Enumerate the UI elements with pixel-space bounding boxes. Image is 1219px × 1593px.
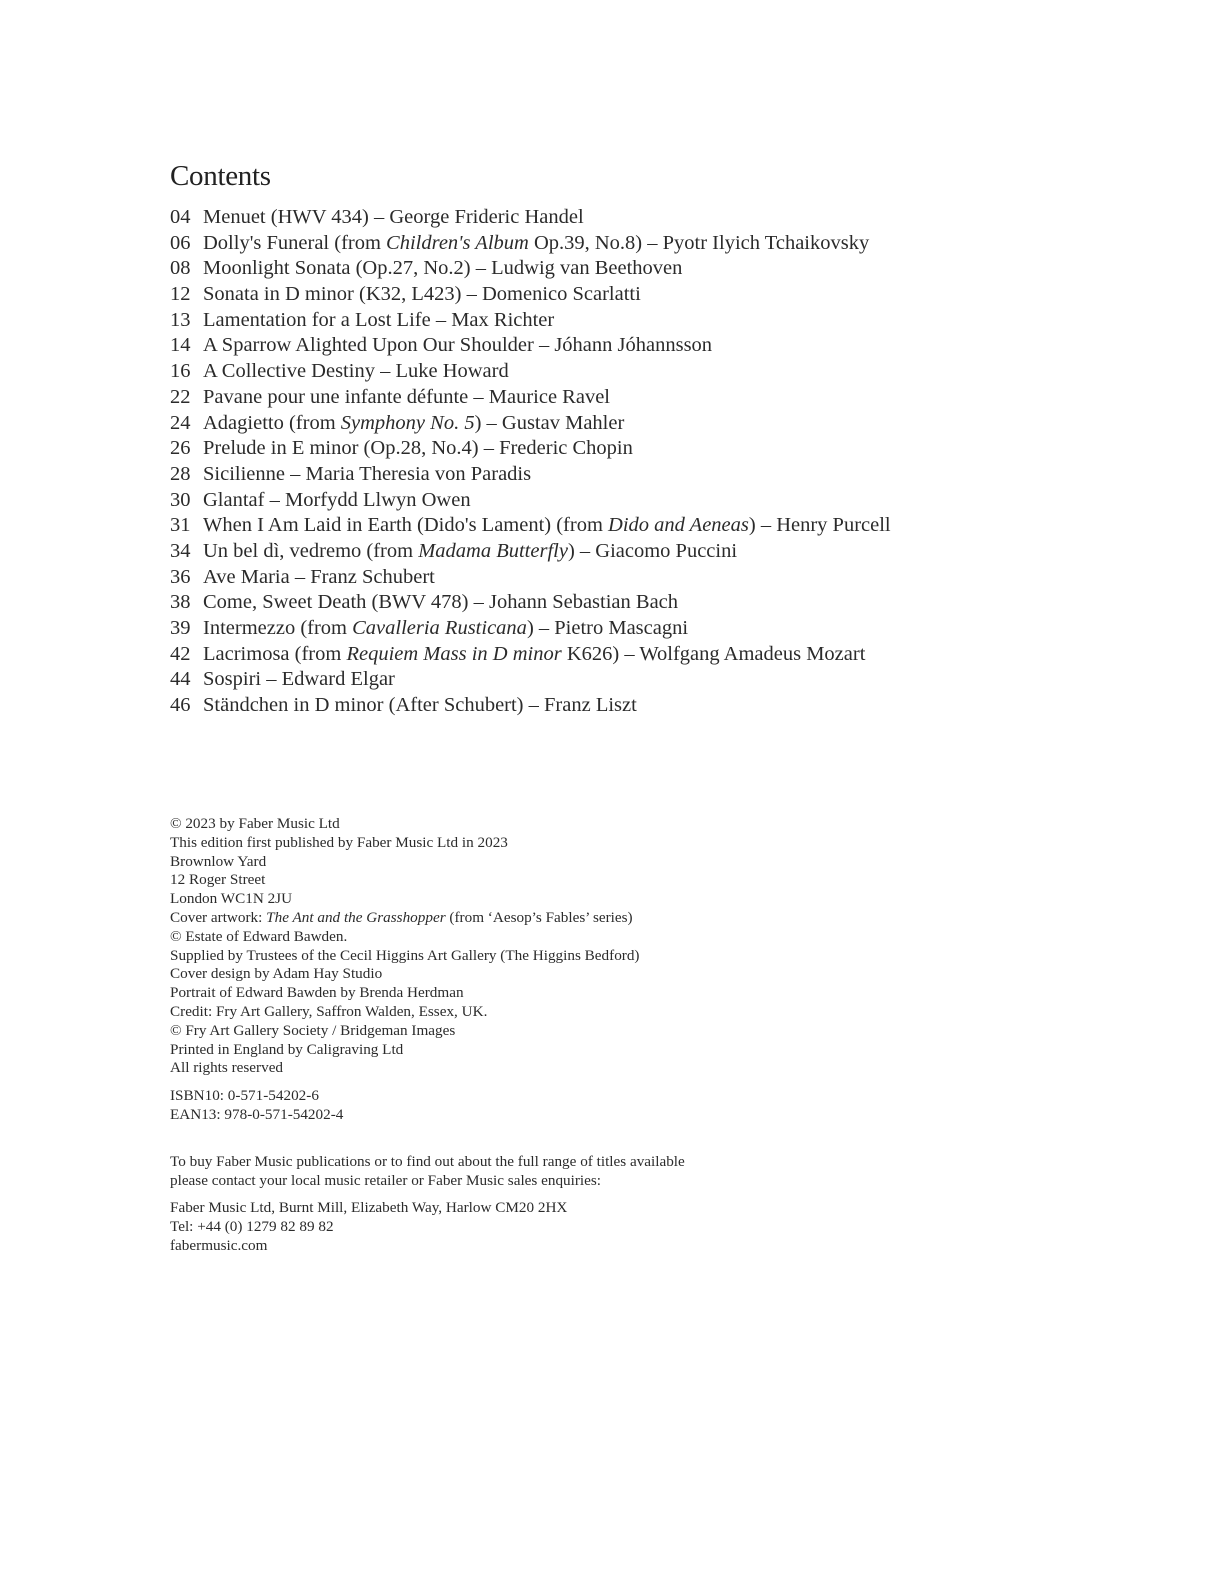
text-segment: Menuet (HWV 434) – George Frideric Handel [203,206,584,228]
text-segment: Cover design by Adam Hay Studio [170,965,383,983]
toc-page-number: 04 [170,206,191,228]
italic-title: Children's Album [386,231,529,254]
text-segment: ) – Gustav Mahler [474,411,625,434]
toc-entry [170,256,891,282]
text-segment: Lamentation for a Lost Life – Max Richter [203,308,555,331]
text-segment: Brownlow Yard [170,852,267,870]
text-segment: Adagietto (from [203,411,341,434]
toc-entry-title [203,488,471,514]
publication-line [170,871,685,890]
colophon [170,815,685,1256]
text-segment: Ave Maria – Franz Schubert [203,565,435,588]
toc-entry-title [203,590,678,616]
toc-entry-title [203,231,869,257]
toc-entry [170,513,891,539]
toc-entry-title [203,385,610,411]
italic-title: Requiem Mass in D minor [346,642,562,665]
toc-entry [170,488,891,514]
toc-page-number: 39 [170,617,191,639]
toc-entry [170,667,891,693]
italic-title: Cavalleria Rusticana [352,617,527,639]
text-segment: Ständchen in D minor (After Schubert) – Franz Liszt [203,694,637,717]
text-segment: ) – Henry Purcell [748,514,891,537]
toc-entry [170,436,891,462]
text-segment: (from ‘Aesop’s Fables’ series) [445,908,633,926]
publication-line [170,1059,685,1078]
publication-line [170,1041,685,1060]
toc-page-number: 42 [170,642,191,665]
toc-entry [170,616,891,642]
toc-page-number: 26 [170,437,191,460]
purchase-info-line: To buy Faber Music publications or to find out about the full range of titles available [170,1152,685,1170]
text-segment: Pavane pour une infante défunte – Maurice Ravel [203,385,610,408]
toc-page-number: 12 [170,283,191,306]
toc-entry-title [203,256,682,282]
text-segment: 12 Roger Street [170,871,266,889]
publication-line [170,965,685,984]
toc-page-number: 08 [170,257,191,280]
publisher-telephone: Tel: +44 (0) 1279 82 89 82 [170,1218,334,1236]
text-segment: Prelude in E minor (Op.28, No.4) – Frederic Chopin [203,437,633,460]
toc-page-number: 16 [170,360,191,383]
text-segment: Sospiri – Edward Elgar [203,668,395,691]
toc-entry [170,385,891,411]
toc-entry [170,333,891,359]
toc-entry [170,539,891,565]
table-of-contents [170,205,891,719]
publication-line [170,1022,685,1041]
text-segment: Un bel dì, vedremo (from [203,539,419,562]
text-segment: ) – Pietro Mascagni [526,617,689,639]
text-segment: All rights reserved [170,1059,284,1077]
text-segment: Cover artwork: [170,908,267,926]
text-segment: A Sparrow Alighted Upon Our Shoulder – Jóhann Jóhannsson [203,334,713,357]
toc-entry [170,411,891,437]
publication-line [170,815,685,834]
toc-entry-title [203,693,637,719]
ean13: EAN13: 978-0-571-54202-4 [170,1105,344,1123]
publication-line [170,853,685,872]
toc-page-number: 34 [170,539,191,562]
toc-page-number: 06 [170,231,191,254]
toc-page-number: 22 [170,385,191,408]
text-segment: Sicilienne – Maria Theresia von Paradis [203,462,532,485]
toc-entry-title [203,616,688,642]
text-segment: Glantaf – Morfydd Llwyn Owen [203,488,471,511]
text-segment: Portrait of Edward Bawden by Brenda Herdman [170,984,464,1002]
toc-entry-title [203,513,891,539]
toc-page-number: 44 [170,668,191,691]
text-segment: When I Am Laid in Earth (Dido's Lament) (from [203,514,609,537]
toc-entry-title [203,359,509,385]
text-segment: Come, Sweet Death (BWV 478) – Johann Sebastian Bach [203,591,679,614]
toc-entry [170,308,891,334]
publisher-website-link[interactable]: fabermusic.com [170,1236,268,1254]
toc-entry [170,693,891,719]
toc-entry [170,642,891,668]
text-segment: This edition first published by Faber Music Ltd in 2023 [170,833,508,851]
toc-entry [170,565,891,591]
publication-line [170,984,685,1003]
toc-page-number: 13 [170,308,191,331]
toc-page-number: 24 [170,411,191,434]
italic-title: Dido and Aeneas [608,514,749,537]
purchase-info-line: please contact your local music retailer or Faber Music sales enquiries: [170,1171,602,1189]
toc-page-number: 31 [170,514,191,537]
toc-page-number: 30 [170,488,191,511]
text-segment: © Estate of Edward Bawden. [170,927,348,945]
text-segment: A Collective Destiny – Luke Howard [203,360,509,383]
publisher-address: Faber Music Ltd, Burnt Mill, Elizabeth Way, Harlow CM20 2HX [170,1199,568,1217]
toc-entry-title [203,462,531,488]
publication-line [170,928,685,947]
toc-entry [170,359,891,385]
text-segment: © Fry Art Gallery Society / Bridgeman Images [170,1021,456,1039]
publication-line [170,947,685,966]
toc-entry [170,231,891,257]
toc-entry-title [203,333,712,359]
publication-line [170,909,685,928]
toc-entry-title [203,411,624,437]
toc-entry-title [203,436,633,462]
text-segment: ) – Giacomo Puccini [567,539,738,562]
toc-entry-title [203,642,865,668]
text-segment: Sonata in D minor (K32, L423) – Domenico Scarlatti [203,283,641,306]
toc-page-number: 36 [170,565,191,588]
toc-page-number: 14 [170,334,191,357]
toc-entry-title [203,667,395,693]
italic-title: Madama Butterfly [418,539,568,562]
text-segment: London WC1N 2JU [170,890,293,908]
italic-title: The Ant and the Grasshopper [266,908,446,926]
toc-entry-title [203,539,737,565]
publication-line [170,1003,685,1022]
toc-entry [170,590,891,616]
contents-heading: Contents [170,160,271,192]
text-segment: K626) – Wolfgang Amadeus Mozart [561,642,866,665]
toc-entry-title [203,282,641,308]
text-segment: Moonlight Sonata (Op.27, No.2) – Ludwig van Beethoven [203,257,683,280]
italic-title: Symphony No. 5 [340,411,475,434]
text-segment: Credit: Fry Art Gallery, Saffron Walden, Essex, UK. [170,1002,488,1020]
text-segment: Printed in England by Caligraving Ltd [170,1040,404,1058]
toc-page-number: 46 [170,694,191,717]
toc-page-number: 28 [170,462,191,485]
publication-details [170,815,685,1078]
toc-entry-title [203,565,435,591]
toc-entry [170,205,891,231]
toc-page-number: 38 [170,591,191,614]
toc-entry [170,462,891,488]
publication-line [170,890,685,909]
publication-line [170,834,685,853]
text-segment: Intermezzo (from [203,617,353,639]
text-segment: Dolly's Funeral (from [203,231,387,254]
text-segment: © 2023 by Faber Music Ltd [170,815,340,832]
toc-entry-title [203,205,584,231]
isbn10: ISBN10: 0-571-54202-6 [170,1087,319,1105]
text-segment: Lacrimosa (from [203,642,347,665]
text-segment: Supplied by Trustees of the Cecil Higgins Art Gallery (The Higgins Bedford) [170,946,640,964]
toc-entry [170,282,891,308]
toc-entry-title [203,308,554,334]
text-segment: Op.39, No.8) – Pyotr Ilyich Tchaikovsky [528,231,870,254]
